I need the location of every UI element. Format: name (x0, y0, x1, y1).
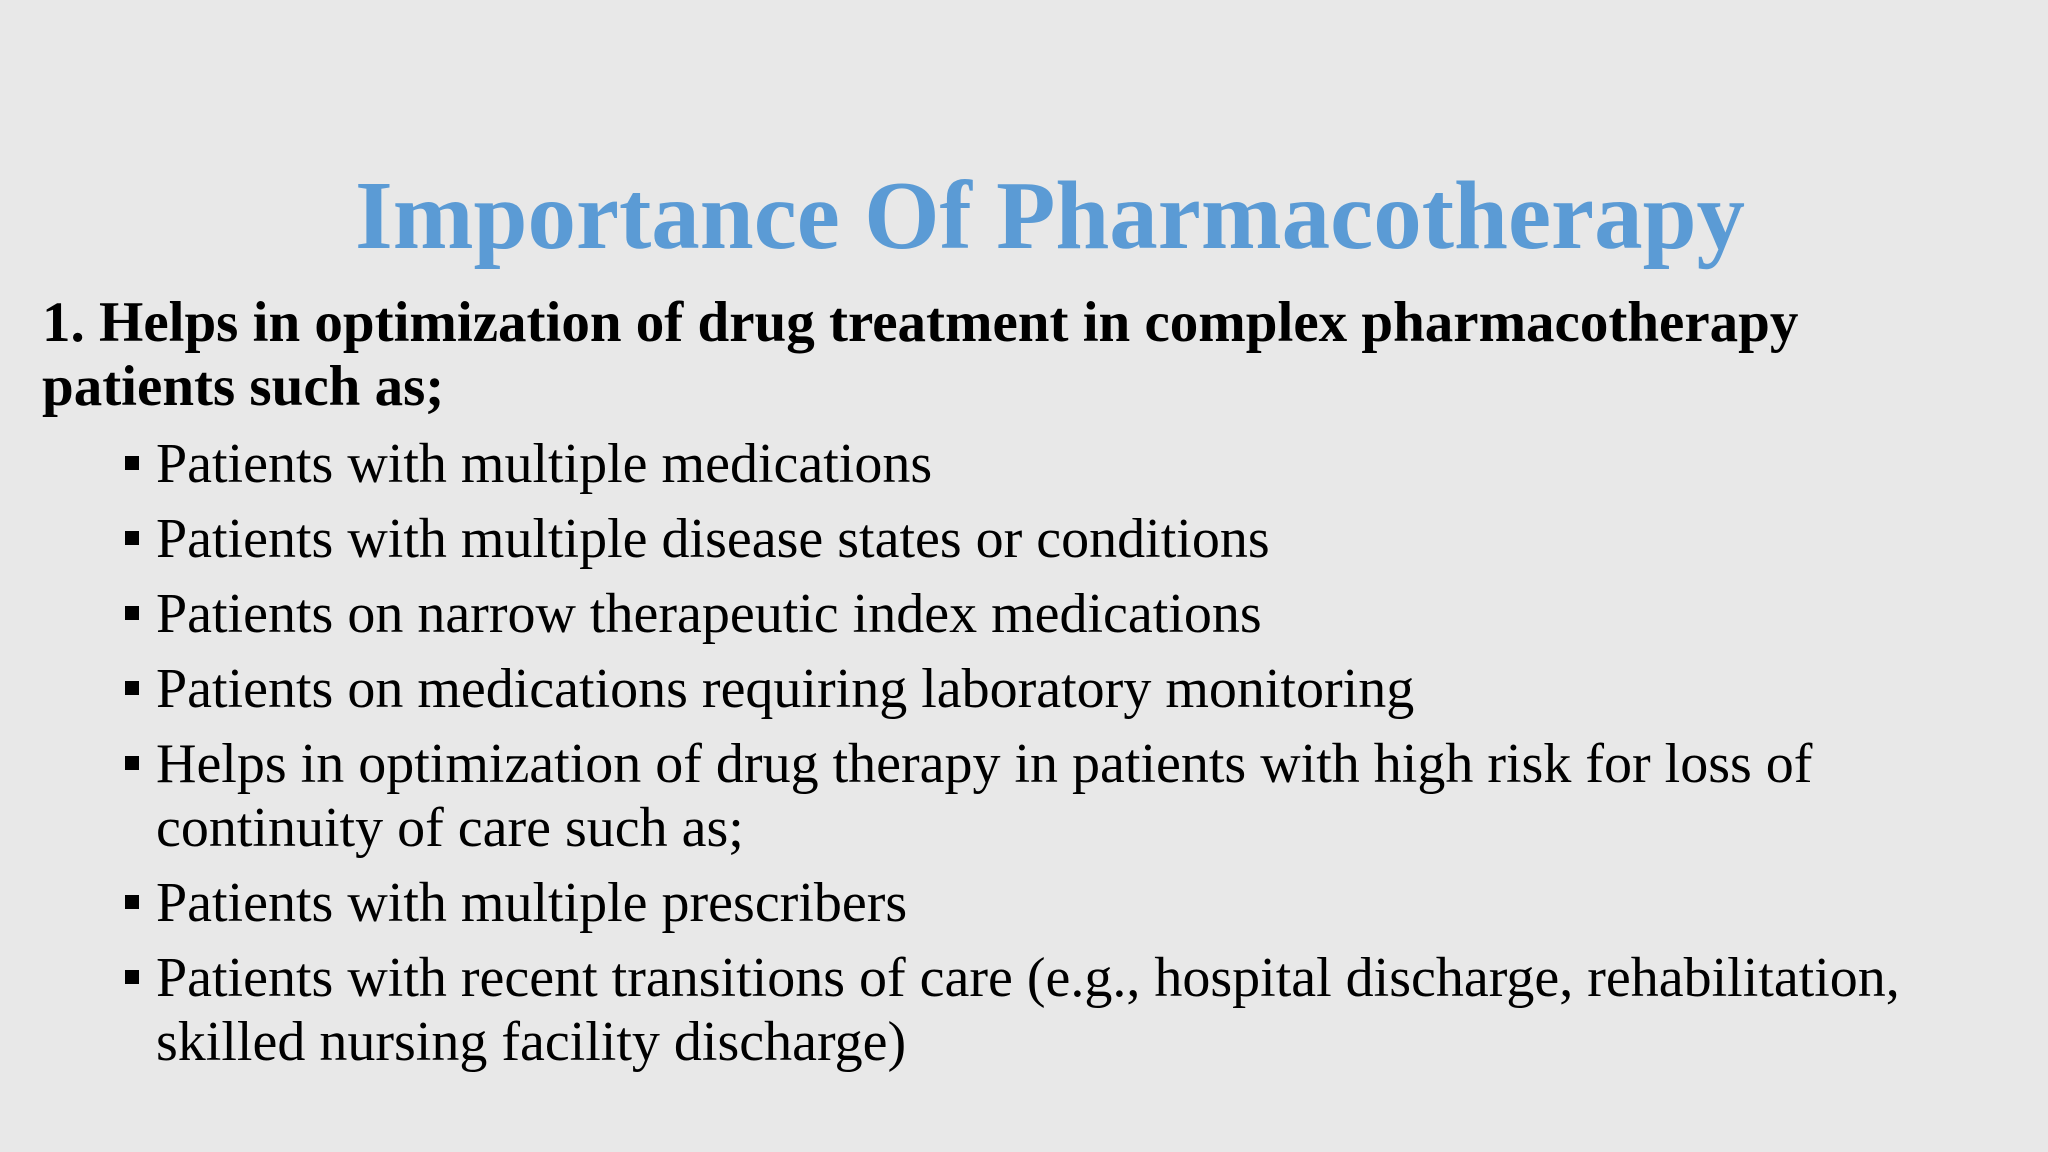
bullet-text: Patients on medications requiring laboratory monitoring (156, 658, 1415, 720)
square-bullet-icon (125, 895, 139, 909)
bullet-text: Helps in optimization of drug therapy in patients with high risk for loss of continuity of care such as; (156, 733, 1813, 859)
square-bullet-icon (125, 456, 139, 470)
bullet-text: Patients with multiple disease states or conditions (156, 508, 1270, 570)
bullet-text: Patients with multiple medications (156, 433, 933, 495)
bullet-text: Patients with multiple prescribers (156, 872, 908, 934)
bullet-text: Patients with recent transitions of care (e.g., hospital discharge, rehabilitation, skilled nursing facility discharge) (156, 947, 1900, 1073)
square-bullet-icon (125, 970, 139, 984)
list-item (156, 871, 1986, 935)
bullet-text: Patients on narrow therapeutic index medications (156, 583, 1262, 645)
square-bullet-icon (125, 756, 139, 770)
square-bullet-icon (125, 531, 139, 545)
list-item (156, 946, 1986, 1074)
list-item (156, 732, 1986, 860)
slide-title: Importance Of Pharmacotherapy (354, 161, 1746, 269)
square-bullet-icon (125, 606, 139, 620)
square-bullet-icon (125, 681, 139, 695)
list-item (156, 507, 1986, 571)
list-item (156, 582, 1986, 646)
list-item (156, 657, 1986, 721)
list-item (156, 432, 1986, 496)
section-heading: 1. Helps in optimization of drug treatment in complex pharmacotherapy patients such as; (42, 291, 1799, 418)
